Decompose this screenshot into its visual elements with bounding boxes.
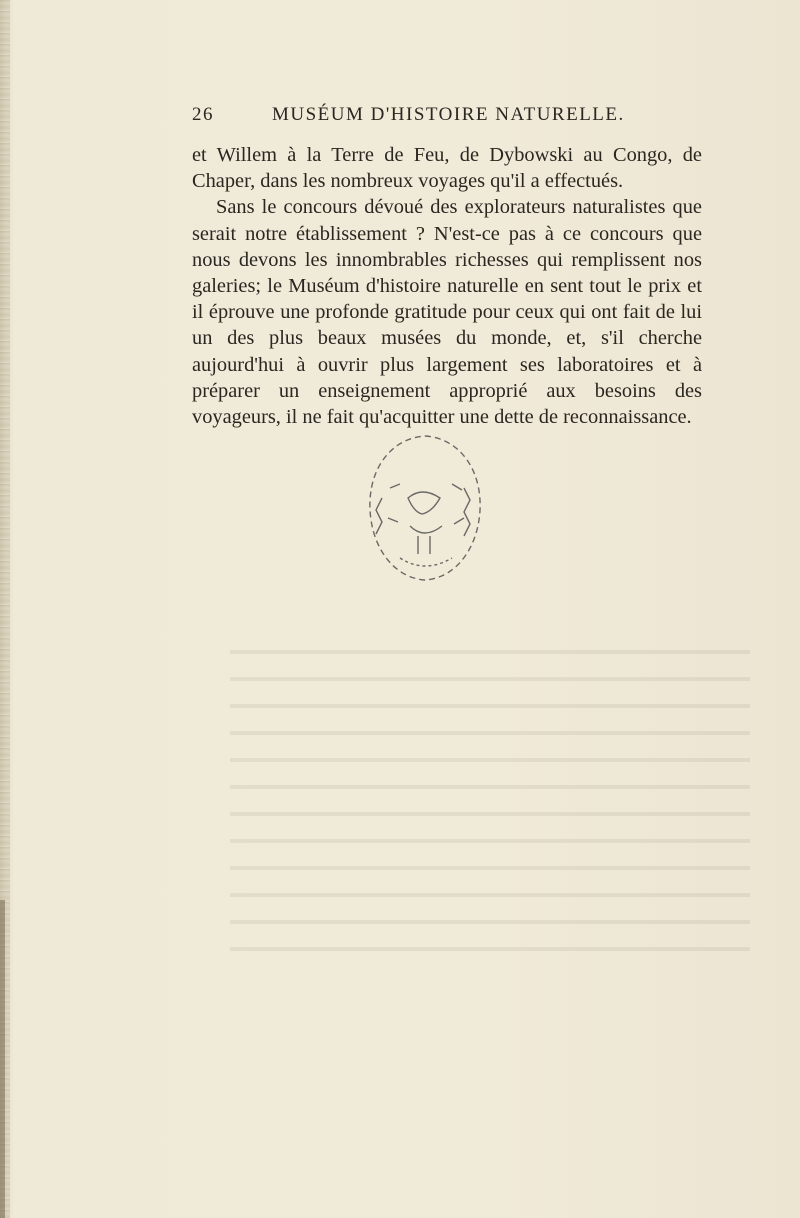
page-gutter-shadow <box>0 900 5 1218</box>
library-stamp-icon <box>360 428 490 596</box>
body-text <box>192 142 702 430</box>
running-title: MUSÉUM D'HISTOIRE NATURELLE. <box>272 104 625 125</box>
running-head <box>192 104 625 134</box>
show-through-text <box>230 640 750 970</box>
paragraph-continuation: et Willem à la Terre de Feu, de Dybowski au Congo, de Chaper, dans les nombreux voyages qu'il a effectués. <box>192 144 702 193</box>
paragraph-main: Sans le concours dévoué des explorateurs naturalistes que serait notre établissement ? N'est-ce pas à ce concours que nous devons les innombrables richesses qui remplissent nos galeries; le Muséum d'histoire naturelle en sent tout le prix et il éprouve une profonde gratitude pour ceux qui ont fait de lui un des plus beaux musées du monde, et, s'il cherche aujourd'hui à ouvrir plus largement ses laboratoires et à préparer un enseignement approprié aux besoins des voyageurs, il ne fait qu'acquitter une dette de reconnaissance. <box>192 196 702 429</box>
page-number: 26 <box>192 104 214 125</box>
